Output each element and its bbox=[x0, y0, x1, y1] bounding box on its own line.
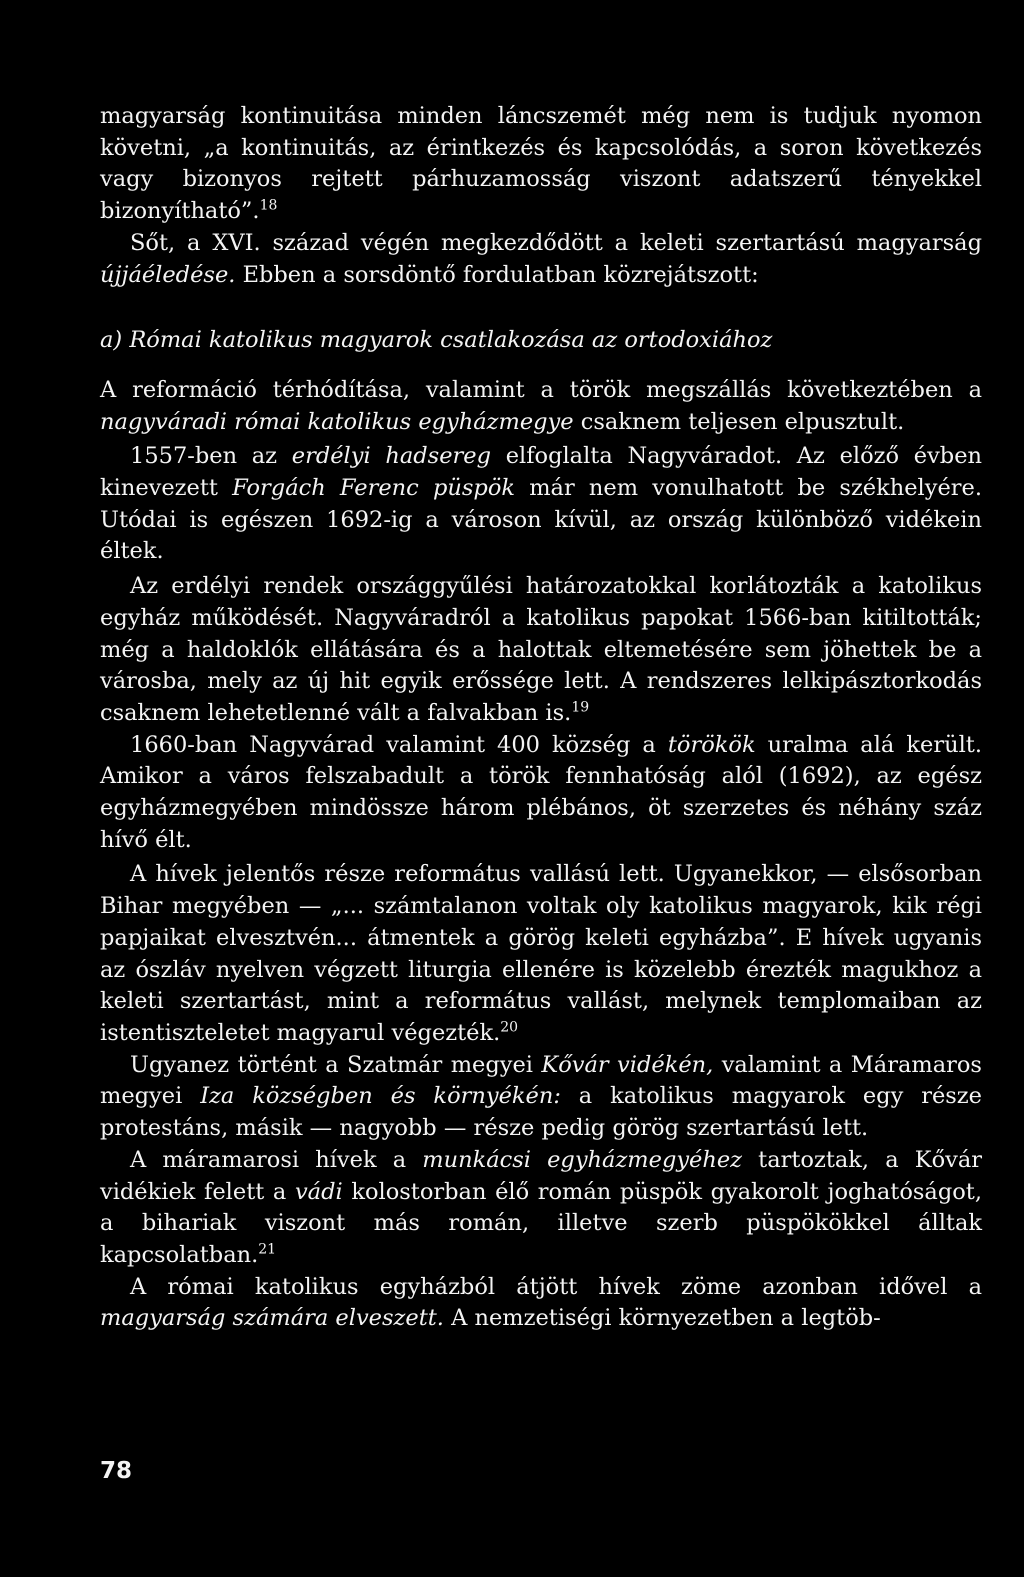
italic-text: magyarság számára elveszett. bbox=[100, 1305, 444, 1332]
text-run: Ugyanez történt a Szatmár megyei bbox=[130, 1051, 542, 1078]
page-number: 78 bbox=[100, 1458, 133, 1484]
italic-text: törökök bbox=[667, 731, 756, 758]
body-text bbox=[100, 101, 982, 1335]
text-run: tartoztak, a Kővár vidékiek felett a bbox=[100, 1146, 982, 1205]
text-run: 1660-ban Nagyvárad valamint 400 község a bbox=[130, 731, 668, 758]
paragraph-szatmar bbox=[100, 1050, 982, 1145]
italic-text: Kővár vidékén, bbox=[541, 1051, 714, 1078]
text-run: A reformáció térhódítása, valamint a török megszállás következtében a bbox=[100, 376, 982, 403]
text-run: csaknem teljesen elpusztult. bbox=[573, 408, 905, 435]
text-run: A nemzetiségi környezetben a legtöb- bbox=[443, 1305, 881, 1332]
paragraph-maramaros bbox=[100, 1145, 982, 1272]
text-run: már nem vonulhatott be székhelyére. Utódai is egészen 1692-ig a városon kívül, az ország különböző vidékein éltek. bbox=[100, 475, 983, 565]
text-run: A hívek jelentős része református vallású lett. Ugyanekkor, — elsősorban Bihar megyében — „... számtalanon voltak oly katolikus magyarok, kik régi papjaikat elvesztvén... átmentek a görög keleti egyházba”. E hívek ugyanis az ószláv nyelven végzett liturgia ellenére is közelebb érezték magukhoz a keleti szertartást, mint a református vallást, melynek templomaiban az istentiszteletet magyarul végezték. bbox=[100, 861, 982, 1046]
footnote-ref: 20 bbox=[500, 1019, 519, 1036]
text-run: A máramarosi hívek a bbox=[130, 1146, 423, 1173]
paragraph-1660 bbox=[100, 730, 982, 857]
footnote-ref: 18 bbox=[259, 197, 278, 214]
text-run: elfoglalta Nagyváradot. Az előző évben kinevezett bbox=[100, 443, 982, 502]
paragraph-estates bbox=[100, 571, 982, 730]
paragraph-lost bbox=[100, 1272, 982, 1335]
paragraph-believers bbox=[100, 859, 982, 1049]
italic-text: újjáéledése. bbox=[100, 261, 236, 288]
section-heading bbox=[100, 325, 982, 357]
italic-text: erdélyi hadsereg bbox=[291, 443, 491, 470]
text-run: Sőt, a XVI. század végén megkezdődött a keleti szertartású magyarság bbox=[130, 229, 982, 256]
italic-text: munkácsi egyházmegyéhez bbox=[422, 1146, 743, 1173]
text-run: a katolikus magyarok egy része protestáns, másik — nagyobb — része pedig görög szertartású lett. bbox=[100, 1083, 982, 1142]
paragraph-revival bbox=[100, 228, 982, 291]
italic-text: Forgách Ferenc püspök bbox=[232, 475, 516, 502]
text-run: Az erdélyi rendek országgyűlési határozatokkal korlátozták a katolikus egyház működését. Nagyváradról a katolikus papokat 1566-ban kitiltották; még a haldoklók ellátására és a halottak eltemetésére sem jöhettek be a városba, mely az új hit egyik erőssége lett. A rendszeres lelkipásztorkodás csaknem lehetetlenné vált a falvakban is. bbox=[100, 573, 982, 726]
paragraph-continuity bbox=[100, 101, 982, 228]
text-run: Ebben a sorsdöntő fordulatban közrejátszott: bbox=[235, 261, 759, 288]
paragraph-1557 bbox=[100, 441, 982, 568]
footnote-ref: 21 bbox=[258, 1241, 277, 1258]
footnote-ref: 19 bbox=[571, 699, 590, 716]
text-run: magyarság kontinuitása minden láncszemét még nem is tudjuk nyomon követni, „a kontinuitás, az érintkezés és kapcsolódás, a soron következés vagy bizonyos rejtett párhuzamosság viszont adatszerű tényekkel bizonyítható”. bbox=[100, 103, 982, 225]
italic-text: vádi bbox=[294, 1178, 343, 1205]
paragraph-reformation bbox=[100, 375, 982, 438]
text-run: uralma alá került. Amikor a város felszabadult a török fennhatóság alól (1692), az egész egyházmegyében mindössze három plébános, öt szerzetes és néhány száz hívő élt. bbox=[100, 731, 982, 853]
italic-text: Iza községben és környékén: bbox=[200, 1083, 561, 1110]
text-run: valamint a Máramaros megyei bbox=[100, 1051, 982, 1110]
text-run: 1557-ben az bbox=[130, 443, 292, 470]
italic-text: nagyváradi római katolikus egyházmegye bbox=[100, 408, 574, 435]
text-run: A római katolikus egyházból átjött hívek zöme azonban idővel a bbox=[130, 1273, 982, 1300]
italic-text: a) Római katolikus magyarok csatlakozása az ortodoxiához bbox=[100, 327, 773, 354]
text-run: kolostorban élő román püspök gyakorolt joghatóságot, a bihariak viszont más román, illetve szerb püspökökkel álltak kapcsolatban. bbox=[100, 1178, 982, 1268]
